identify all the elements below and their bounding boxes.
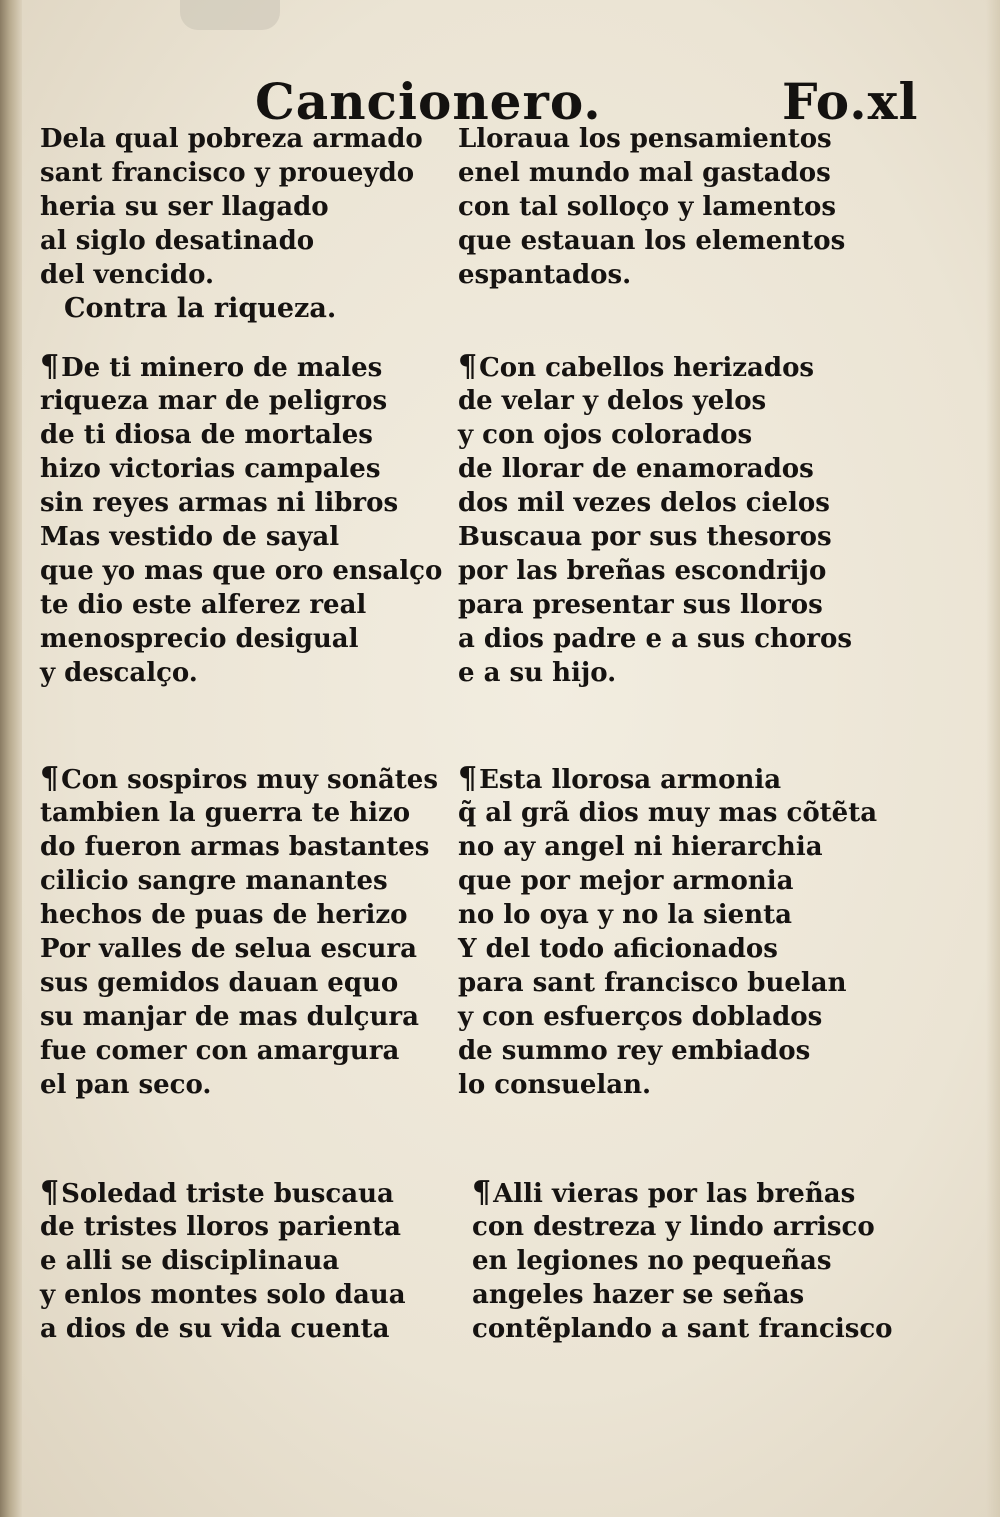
verse-line: hizo victorias campales: [40, 454, 381, 484]
verse-line: y con ojos colorados: [458, 420, 753, 450]
verse-line: que yo mas que oro ensalço: [40, 556, 443, 586]
verse-line: y descalço.: [40, 658, 198, 688]
verse-line: espantados.: [458, 260, 632, 290]
verse-line: enel mundo mal gastados: [458, 158, 831, 188]
stanza: [458, 762, 877, 1102]
verse-line: al siglo desatinado: [40, 226, 315, 256]
pilcrow-mark: ¶: [458, 761, 478, 796]
verse-line: Por valles de selua escura: [40, 934, 417, 964]
section-heading: Contra la riqueza.: [64, 293, 337, 324]
folio-number: Fo.xl: [782, 72, 919, 131]
pilcrow-mark: ¶: [472, 1175, 492, 1210]
verse-line: para presentar sus lloros: [458, 590, 823, 620]
verse-line: Con sospiros muy sonãtes: [61, 765, 438, 795]
verse-line: fue comer con amargura: [40, 1036, 400, 1066]
verse-line: no lo oya y no la sienta: [458, 900, 792, 930]
verse-line: riqueza mar de peligros: [40, 386, 388, 416]
stanza: [40, 1176, 406, 1346]
right-column: [458, 350, 852, 690]
pilcrow-mark: ¶: [40, 761, 60, 796]
left-column: [40, 762, 438, 1102]
verse-line: contẽplando a sant francisco: [472, 1314, 893, 1344]
verse-line: para sant francisco buelan: [458, 968, 847, 998]
verse-line: el pan seco.: [40, 1070, 212, 1100]
pilcrow-mark: ¶: [40, 349, 60, 384]
verse-line: de tristes lloros parienta: [40, 1212, 401, 1242]
page-clip-shadow: [180, 0, 280, 30]
verse-line: Esta llorosa armonia: [479, 765, 782, 795]
right-column: [458, 122, 845, 292]
verse-line: por las breñas escondrijo: [458, 556, 827, 586]
verse-line: de summo rey embiados: [458, 1036, 811, 1066]
right-column: [472, 1176, 893, 1346]
page-edge: [986, 0, 1000, 1517]
verse-line: a dios de su vida cuenta: [40, 1314, 390, 1344]
verse-line: Soledad triste buscaua: [61, 1179, 394, 1209]
verse-line: De ti minero de males: [61, 353, 383, 383]
verse-line: menosprecio desigual: [40, 624, 359, 654]
stanza: [40, 350, 442, 690]
verse-line: do fueron armas bastantes: [40, 832, 430, 862]
verse-line: que por mejor armonia: [458, 866, 794, 896]
verse-line: Buscaua por sus thesoros: [458, 522, 832, 552]
verse-line: tambien la guerra te hizo: [40, 798, 411, 828]
verse-line: sant francisco y proueydo: [40, 158, 415, 188]
verse-line: de ti diosa de mortales: [40, 420, 373, 450]
verse-line: que estauan los elementos: [458, 226, 846, 256]
pilcrow-mark: ¶: [458, 349, 478, 384]
verse-line: hechos de puas de herizo: [40, 900, 408, 930]
verse-line: del vencido.: [40, 260, 215, 290]
verse-line: Y del todo aficionados: [458, 934, 778, 964]
verse-line: cilicio sangre manantes: [40, 866, 388, 896]
verse-line: a dios padre e a sus choros: [458, 624, 852, 654]
verse-line: su manjar de mas dulçura: [40, 1002, 419, 1032]
verse-line: te dio este alferez real: [40, 590, 367, 620]
pilcrow-mark: ¶: [40, 1175, 60, 1210]
verse-line: Dela qual pobreza armado: [40, 124, 423, 154]
stanza: [472, 1176, 893, 1346]
verse-line: sus gemidos dauan equo: [40, 968, 399, 998]
verse-line: e a su hijo.: [458, 658, 617, 688]
verse-line: de llorar de enamorados: [458, 454, 814, 484]
verse-line: con destreza y lindo arrisco: [472, 1212, 875, 1242]
stanza: [458, 350, 852, 690]
verse-line: y enlos montes solo daua: [40, 1280, 406, 1310]
verse-line: Con cabellos herizados: [479, 353, 815, 383]
verse-line: q̃ al grã dios muy mas cõtẽta: [458, 798, 878, 828]
running-title: Cancionero.: [255, 72, 602, 131]
verse-line: dos mil vezes delos cielos: [458, 488, 830, 518]
verse-line: Alli vieras por las breñas: [493, 1179, 856, 1209]
left-column: [40, 350, 442, 690]
verse-line: en legiones no pequeñas: [472, 1246, 832, 1276]
verse-line: Lloraua los pensamientos: [458, 124, 832, 154]
verse-line: no ay angel ni hierarchia: [458, 832, 823, 862]
left-column: [40, 122, 423, 326]
verse-line: lo consuelan.: [458, 1070, 652, 1100]
left-column: [40, 1176, 406, 1346]
verse-line: e alli se disciplinaua: [40, 1246, 340, 1276]
binding-gutter: [0, 0, 22, 1517]
verse-line: de velar y delos yelos: [458, 386, 767, 416]
verse-line: y con esfuerços doblados: [458, 1002, 823, 1032]
right-column: [458, 762, 877, 1102]
stanza: [40, 122, 423, 292]
verse-line: con tal solloço y lamentos: [458, 192, 837, 222]
verse-line: heria su ser llagado: [40, 192, 329, 222]
stanza: [40, 762, 438, 1102]
stanza: [458, 122, 845, 292]
verse-line: sin reyes armas ni libros: [40, 488, 399, 518]
verse-line: Mas vestido de sayal: [40, 522, 340, 552]
verse-line: angeles hazer se señas: [472, 1280, 805, 1310]
